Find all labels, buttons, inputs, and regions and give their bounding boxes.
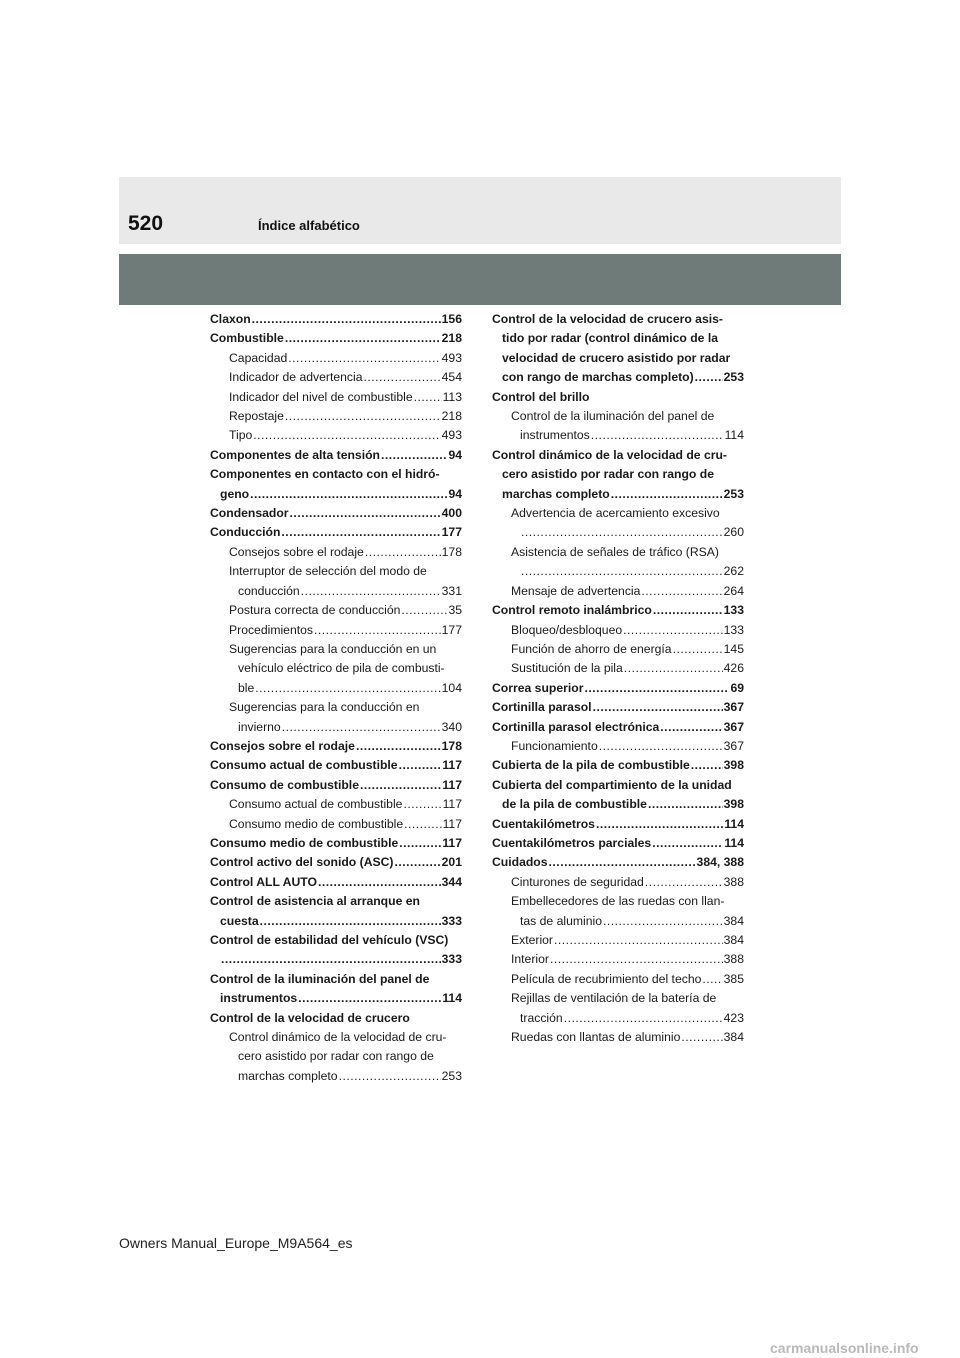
index-entry-label: Consejos sobre el rodaje [229,544,364,559]
leader-dots [360,776,441,795]
index-entry [492,989,744,1008]
index-entry-label: Cinturones de seguridad [511,874,644,889]
index-entry-page: 177 [441,622,462,637]
index-entry-label: conducción [238,583,300,598]
index-entry-label: tracción [520,1010,563,1025]
index-entry [210,795,462,814]
leader-dots [653,601,723,620]
index-entry [210,1009,462,1028]
index-entry [492,659,744,678]
index-entry-page: 133 [723,603,744,618]
index-entry-page: 384 [723,913,744,928]
index-entry-label: Advertencia de acercamiento excesivo [511,506,720,521]
leader-dots [301,582,441,601]
index-entry [210,329,462,348]
index-entry-label: Sugerencias para la conducción en un [229,641,437,656]
index-entry [210,601,462,620]
index-entry-label: Cuentakilómetros [492,816,595,831]
index-entry [492,679,744,698]
index-entry-label: Embellecedores de las ruedas con llan- [511,894,725,909]
leader-dots [282,718,441,737]
leader-dots [554,931,723,950]
leader-dots [381,446,447,465]
index-entry-label: Control dinámico de la velocidad de cru- [229,1030,447,1045]
index-entry-label: Control remoto inalámbrico [492,603,652,618]
footer-manual-id: Owners Manual_Europe_M9A564_es [119,1235,353,1251]
index-entry [492,543,744,562]
leader-dots [403,795,441,814]
index-entry-page: 104 [441,680,462,695]
index-entry [210,446,462,465]
index-entry [492,562,744,581]
index-entry-label: Consumo medio de combustible [210,835,399,850]
index-entry-page: 113 [442,389,462,404]
index-entry-label: Tipo [229,428,253,443]
index-entry [492,912,744,931]
index-entry [210,523,462,542]
index-entry [492,815,744,834]
index-entry-label: Consumo de combustible [210,777,359,792]
index-entry-page: 117 [442,816,462,831]
index-entry-page: 133 [723,622,744,637]
index-entry [210,834,462,853]
index-entry-label: Claxon [210,312,251,326]
index-entry [492,970,744,989]
index-entry-label: Control activo del sonido (ASC) [210,855,394,870]
leader-dots [645,873,723,892]
index-entry-label: Capacidad [229,350,288,365]
leader-dots [252,310,441,329]
index-entry-label: Conducción [210,525,281,540]
index-entry-page: 201 [441,855,462,870]
index-entry-label: Control ALL AUTO [210,874,317,889]
index-entry [210,718,462,737]
index-entry-label: Control de la velocidad de crucero asis- [492,312,723,326]
index-entry-page: 94 [448,447,462,462]
leader-dots [603,912,723,931]
leader-dots [611,485,723,504]
index-entry-label: Indicador del nivel de combustible [229,389,413,404]
index-entry [492,892,744,911]
index-entry [492,621,744,640]
index-column-left [210,310,462,1086]
index-entry-label: Indicador de advertencia [229,370,363,385]
index-entry-label: Postura correcta de conducción [229,603,401,618]
index-entry-label: tas de aluminio [520,913,602,928]
index-entry-page: 384 [723,1030,744,1045]
index-entry-page: 117 [442,758,462,773]
index-entry-label: cero asistido por radar con rango de [502,467,714,482]
index-entry-page: 253 [723,370,744,385]
index-entry [210,562,462,581]
index-entry [492,446,744,465]
leader-dots [285,407,441,426]
index-entry-label: Cortinilla parasol electrónica [492,719,660,734]
index-entry-label: Asistencia de señales de tráfico (RSA) [511,544,719,559]
leader-dots [652,834,723,853]
leader-dots [253,426,440,445]
index-entry-label: Función de ahorro de energía [511,641,672,656]
index-entry-label: Cortinilla parasol [492,700,592,715]
index-entry-page: 264 [723,583,744,598]
leader-dots [591,426,724,445]
index-entry [210,737,462,756]
leader-dots [288,349,440,368]
index-entry-page: 218 [441,331,462,346]
leader-dots [221,950,441,969]
page-number: 520 [128,212,164,235]
index-entry-page: 384 [723,933,744,947]
leader-dots [285,329,441,348]
index-entry-label: Sugerencias para la conducción en [229,700,420,715]
index-entry-label: Película de recubrimiento del techo [511,971,702,986]
index-entry-page: 398 [723,797,744,812]
index-entry [210,659,462,678]
leader-dots [255,679,440,698]
index-entry [492,388,744,407]
leader-dots [648,795,723,814]
index-entry-page: 260 [723,525,744,540]
index-entry [492,465,744,484]
leader-dots [564,1009,723,1028]
leader-dots [339,1067,441,1086]
index-entry [492,698,744,717]
index-entry [492,795,744,814]
leader-dots [260,912,441,931]
leader-dots [681,1028,722,1047]
index-entry-label: Rejillas de ventilación de la batería de [511,991,717,1006]
index-entry-page: 117 [442,777,462,792]
index-entry [210,407,462,426]
index-entry [492,426,744,445]
index-entry-label: Repostaje [229,409,284,424]
leader-dots [399,756,442,775]
index-entry-label: Ruedas con llantas de aluminio [511,1030,681,1045]
index-entry-page: 388 [723,874,744,889]
leader-dots [401,601,447,620]
leader-dots [290,504,441,523]
index-entry-label: Interruptor de selección del modo de [229,564,427,579]
index-entry [492,737,744,756]
index-entry [210,950,462,969]
index-entry-page: 400 [441,506,462,521]
index-entry [492,582,744,601]
index-entry-page: 253 [723,486,744,501]
leader-dots [593,698,723,717]
leader-dots [623,621,723,640]
leader-dots [318,873,441,892]
index-entry [492,718,744,737]
index-entry-label: Condensador [210,506,289,521]
index-entry-page: 114 [724,835,744,850]
index-entry [210,621,462,640]
index-entry-label: instrumentos [520,428,590,443]
index-entry [492,310,744,329]
index-entry [492,329,744,348]
index-entry-page: 367 [723,719,744,734]
index-entry-page: 493 [441,350,462,365]
index-entry [492,950,744,969]
index-entry-page: 454 [441,370,462,385]
index-entry-page: 340 [441,719,462,734]
index-entry-label: Correa superior [492,680,584,695]
index-entry-label: con rango de marchas completo) [502,370,694,385]
index-entry-label: marchas completo [238,1068,338,1083]
leader-dots [521,562,723,581]
index-entry [492,485,744,504]
index-entry [210,970,462,989]
index-entry [210,582,462,601]
index-entry-label: cuesta [220,913,259,928]
leader-dots [584,679,729,698]
index-entry [210,892,462,911]
index-entry-label: de la pila de combustible [502,797,647,812]
index-entry-label: Cubierta del compartimiento de la unidad [492,777,732,792]
index-entry [210,815,462,834]
index-entry-label: Control de la velocidad de crucero [210,1010,410,1025]
index-entry [492,523,744,542]
index-entry [210,1028,462,1047]
index-entry-page: 253 [441,1068,462,1083]
index-entry [210,931,462,950]
index-entry-label: Consumo medio de combustible [229,816,404,831]
index-entry [210,756,462,775]
leader-dots [660,718,722,737]
index-entry-page: 384, 388 [696,855,744,870]
index-entry-page: 493 [441,428,462,443]
index-entry [492,601,744,620]
index-entry-label: Componentes en contacto con el hidró- [210,467,440,482]
index-entry [492,640,744,659]
index-entry-label: Control de estabilidad del vehículo (VSC) [210,933,449,947]
index-entry-label: marchas completo [502,486,610,501]
leader-dots [314,621,441,640]
index-entry-label: Componentes de alta tensión [210,447,380,462]
leader-dots [549,853,696,872]
index-entry-page: 333 [441,952,462,967]
index-entry [210,873,462,892]
index-entry-page: 367 [723,700,744,715]
index-entry-page: 178 [441,738,462,753]
index-entry [492,407,744,426]
leader-dots [395,853,441,872]
index-entry [210,776,462,795]
index-entry [210,989,462,1008]
index-entry-page: 35 [448,603,462,618]
index-entry-page: 145 [723,641,744,656]
leader-dots [363,368,440,387]
leader-dots [624,659,723,678]
leader-dots [356,737,441,756]
index-entry [492,1028,744,1047]
index-entry [210,912,462,931]
index-entry-page: 94 [448,486,462,501]
index-entry [210,543,462,562]
index-entry-label: Consumo actual de combustible [210,758,398,773]
index-entry-page: 398 [723,758,744,773]
index-column-right [492,310,744,1047]
index-entry-page: 114 [724,816,744,831]
index-entry-page: 426 [723,661,744,676]
index-entry [210,349,462,368]
leader-dots [404,815,441,834]
index-entry [492,873,744,892]
index-entry-page: 69 [730,680,744,695]
index-entry [492,756,744,775]
index-entry-label: invierno [238,719,281,734]
index-entry-label: Combustible [210,331,284,346]
index-entry-page: 331 [441,583,462,598]
leader-dots [250,485,447,504]
index-entry-page: 156 [441,312,462,326]
index-entry [210,310,462,329]
index-entry-label: Exterior [511,933,553,947]
index-entry-page: 178 [441,544,462,559]
index-entry [210,698,462,717]
index-entry-page: 117 [442,797,462,812]
index-entry-label: Cubierta de la pila de combustible [492,758,690,773]
index-entry-page: 114 [442,991,462,1006]
index-entry-label: velocidad de crucero asistido por radar [502,350,731,365]
index-entry [210,388,462,407]
index-entry-page: 262 [723,564,744,579]
index-entry-label: ble [238,680,255,695]
index-entry-page: 344 [441,874,462,889]
index-entry-label: Procedimientos [229,622,313,637]
leader-dots [550,950,723,969]
index-entry [210,368,462,387]
leader-dots [521,523,723,542]
watermark: carmanualsonline.info [770,1340,919,1356]
index-entry-label: cero asistido por radar con rango de [238,1049,434,1064]
index-entry-label: Sustitución de la pila [511,661,623,676]
index-entry-label: instrumentos [220,991,298,1006]
index-entry-label: Control de la iluminación del panel de [511,409,715,424]
leader-dots [596,815,723,834]
index-entry [210,679,462,698]
index-entry-page: 367 [723,738,744,753]
header-band [119,177,841,244]
index-entry [210,1047,462,1066]
index-entry [210,504,462,523]
index-entry [210,426,462,445]
leader-dots [414,388,442,407]
index-entry-label: Funcionamiento [511,738,598,753]
index-entry [492,349,744,368]
index-entry [210,1067,462,1086]
leader-dots [695,368,723,387]
index-entry [492,504,744,523]
leader-dots [599,737,723,756]
index-entry [210,853,462,872]
index-entry-page: 333 [441,913,462,928]
index-entry [210,485,462,504]
index-entry-label: Mensaje de advertencia [511,583,641,598]
index-entry-label: Cuidados [492,855,548,870]
leader-dots [281,523,440,542]
index-entry [492,834,744,853]
index-entry-label: Control de la iluminación del panel de [210,971,430,986]
leader-dots [365,543,441,562]
title-bar [119,254,841,305]
leader-dots [702,970,722,989]
index-entry-label: tido por radar (control dinámico de la [502,331,719,346]
index-entry [210,465,462,484]
index-entry-label: Control dinámico de la velocidad de cru- [492,447,727,462]
index-entry-page: 218 [441,409,462,424]
index-entry-label: Control de asistencia al arranque en [210,894,420,909]
index-entry [210,640,462,659]
index-entry-page: 423 [723,1010,744,1025]
index-entry-page: 177 [441,525,462,540]
index-entry-label: Consejos sobre el rodaje [210,738,355,753]
index-entry-page: 385 [723,971,744,986]
index-entry-label: Control del brillo [492,389,590,404]
index-entry-page: 114 [724,428,744,443]
index-entry-label: vehículo eléctrico de pila de combusti- [238,661,445,676]
section-title: Índice alfabético [258,218,360,233]
leader-dots [691,756,723,775]
index-entry-label: Bloqueo/desbloqueo [511,622,623,637]
index-entry [492,368,744,387]
index-entry-page: 117 [442,835,462,850]
leader-dots [673,640,723,659]
index-entry [492,776,744,795]
index-entry-label: geno [220,486,250,501]
index-entry [492,853,744,872]
index-entry [492,931,744,950]
leader-dots [399,834,441,853]
index-entry-label: Consumo actual de combustible [229,797,403,812]
leader-dots [298,989,441,1008]
index-entry-page: 388 [723,952,744,967]
leader-dots [641,582,722,601]
index-entry [492,1009,744,1028]
index-entry-label: Cuentakilómetros parciales [492,835,652,850]
index-entry-label: Interior [511,952,549,967]
